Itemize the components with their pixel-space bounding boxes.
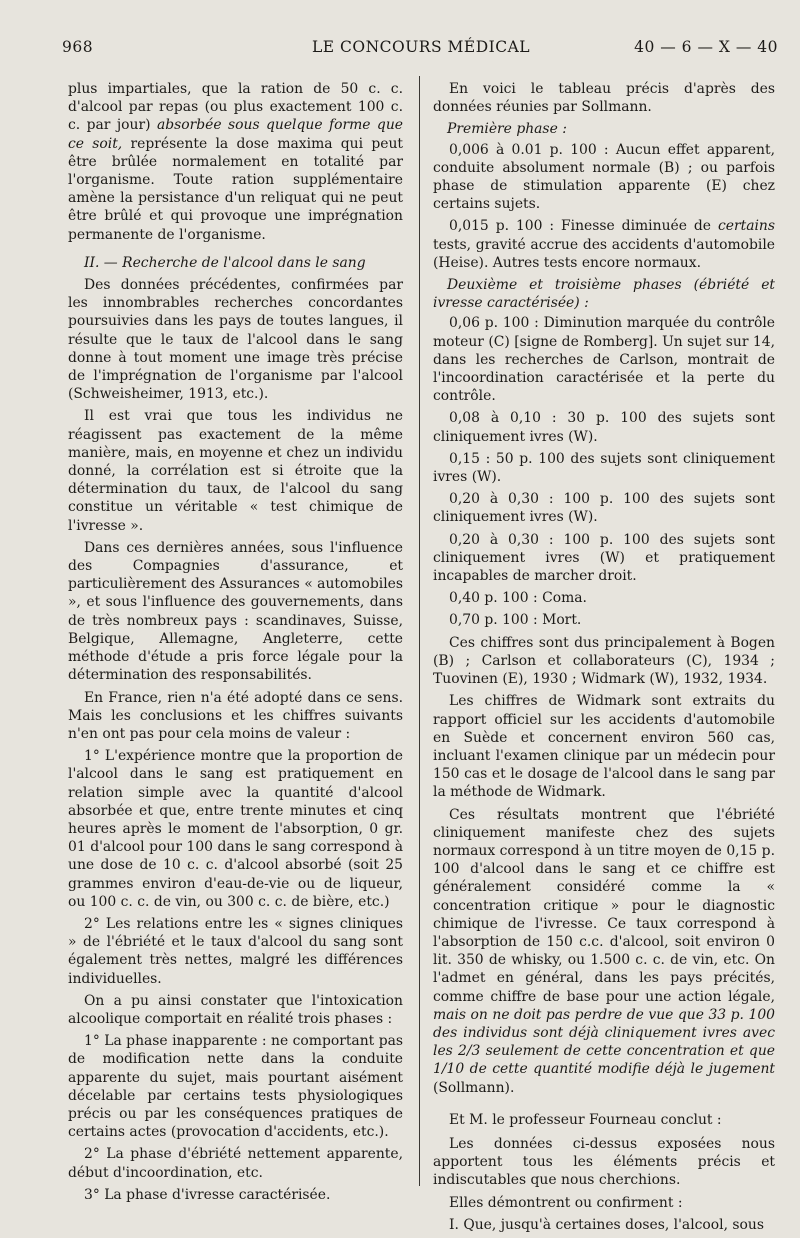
subheading-first-phase: Première phase : xyxy=(447,121,567,138)
paragraph: 0,40 p. 100 : Coma. xyxy=(449,590,587,607)
paragraph: 2° La phase d'ébriété nettement apparente, début d'incoordination, etc. xyxy=(68,1146,403,1181)
paragraph: Dans ces dernières années, sous l'influence des Compagnies d'assurance, et particulièrement des Assurances « automobiles », et sous l'influence des gouvernements, dans de très nombreux pays : scandinaves, Suisse, Belgique, Allemagne, Angleterre, cette méthode d'étude a pris force légale pour la détermination des responsabilités. xyxy=(68,539,403,684)
paragraph: 1° La phase inapparente : ne comportant pas de modification nette dans la conduite apparente du sujet, mais pourtant aisément décelable par certains tests physiologiques précis ou par les conséquences pratiques de certains actes (provocation d'accidents, etc.). xyxy=(68,1033,403,1141)
paragraph: 0,70 p. 100 : Mort. xyxy=(449,612,582,629)
issue-date: 40 — 6 — X — 40 xyxy=(634,38,778,56)
paragraph: Ces résultats montrent que l'ébriété cliniquement manifeste chez des sujets normaux correspond à un titre moyen de 0,15 p. 100 d'alcool dans le sang et ce chiffre est généralement considéré comme la « concentration critique » pour le diagnostic chimique de l'ivresse. Ce taux correspond à l'absorption de 150 c.c. d'alcool, soit environ 0 lit. 350 de whisky, ou 1.500 c. c. de vin, etc. On l'admet en général, dans les pays précités, comme chiffre de base pour une action légale, mais on ne doit pas perdre de vue que 33 p. 100 des individus sont déjà cliniquement ivres avec les 2/3 seulement de cette concentration et que 1/10 de cette quantité modifie déjà le jugement (Sollmann). xyxy=(433,806,775,1096)
paragraph: Elles démontrent ou confirment : xyxy=(449,1194,683,1211)
paragraph: 0,015 p. 100 : Finesse diminuée de certains tests, gravité accrue des accidents d'automobile (Heise). Autres tests encore normaux. xyxy=(433,218,775,271)
paragraph: Il est vrai que tous les individus ne réagissent pas exactement de la même manière, mais, en moyenne et chez un individu donné, la corrélation est si étroite que la détermination du taux, de l'alcool du sang constitue un véritable « test chimique de l'ivresse ». xyxy=(68,408,403,534)
paragraph: Des données précédentes, confirmées par les innombrables recherches concordantes poursuivies dans les pays de toutes langues, il résulte que le taux de l'alcool dans le sang donne à tout moment une image très précise de l'imprégnation de l'organisme par l'alcool (Schweisheimer, 1913, etc.). xyxy=(68,277,403,403)
paragraph: Et M. le professeur Fourneau conclut : xyxy=(449,1111,722,1128)
subheading-second-third-phase: Deuxième et troisième phases (ébriété et ivresse caractérisée) : xyxy=(433,277,775,312)
paragraph: Les chiffres de Widmark sont extraits du rapport officiel sur les accidents d'automobile en Suède et concernent environ 560 cas, incluant l'examen clinique par un médecin pour 150 cas et le dosage de l'alcool dans le sang par la méthode de Widmark. xyxy=(433,693,775,801)
paragraph: I. Que, jusqu'à certaines doses, l'alcool, sous xyxy=(449,1216,764,1233)
paragraph: En France, rien n'a été adopté dans ce sens. Mais les conclusions et les chiffres suivants n'en ont pas pour cela moins de valeur : xyxy=(68,689,403,742)
paragraph: 0,20 à 0,30 : 100 p. 100 des sujets sont cliniquement ivres (W) et pratiquement incapables de marcher droit. xyxy=(433,531,775,585)
paragraph: On a pu ainsi constater que l'intoxication alcoolique comportait en réalité trois phases : xyxy=(68,992,403,1027)
paragraph: En voici le tableau précis d'après des données réunies par Sollmann. xyxy=(433,81,775,116)
paragraph: 2° Les relations entre les « signes cliniques » de l'ébriété et le taux d'alcool du sang sont également très nettes, malgré les différences individuelles. xyxy=(68,915,403,987)
paragraph: 0,08 à 0,10 : 30 p. 100 des sujets sont cliniquement ivres (W). xyxy=(433,410,775,445)
page-number: 968 xyxy=(62,38,94,56)
section-heading: II. — Recherche de l'alcool dans le sang xyxy=(84,254,366,271)
column-divider xyxy=(419,76,420,1186)
paragraph: 0,06 p. 100 : Diminution marquée du contrôle moteur (C) [signe de Romberg]. Un sujet sur 14, dans les recherches de Carlson, montrait de l'incoordination caractérisée et la perte du contrôle. xyxy=(433,315,775,405)
paragraph: 1° L'expérience montre que la proportion de l'alcool dans le sang est pratiquement en relation simple avec la quantité d'alcool absorbée et que, entre trente minutes et cinq heures après le moment de l'absorption, 0 gr. 01 d'alcool pour 100 dans le sang correspond à une dose de 10 c. c. d'alcool absorbé (soit 25 grammes environ d'eau-de-vie ou de liqueur, ou 100 c. c. de vin, ou 300 c. c. de bière, etc.) xyxy=(68,748,403,910)
paragraph: 3° La phase d'ivresse caractérisée. xyxy=(84,1186,331,1203)
right-column xyxy=(433,80,775,1238)
paragraph: 0,006 à 0.01 p. 100 : Aucun effet apparent, conduite absolument normale (B) ; ou parfois phase de stimulation apparente (E) chez certains sujets. xyxy=(433,141,775,213)
left-column xyxy=(68,80,403,1208)
paragraph: plus impartiales, que la ration de 50 c. c. d'alcool par repas (ou plus exactement 100 c. c. par jour) absorbée sous quelque forme que ce soit, représente la dose maxima qui peut être brûlée normalement en totalité par l'organisme. Toute ration supplémentaire amène la persistance d'un reliquat qui ne peut être brûlé et qui provoque une imprégnation permanente de l'organisme. xyxy=(68,81,403,243)
paragraph: Les données ci-dessus exposées nous apportent tous les éléments précis et indiscutables que nous cherchions. xyxy=(433,1135,775,1189)
page-header xyxy=(62,38,778,64)
paragraph: Ces chiffres sont dus principalement à Bogen (B) ; Carlson et collaborateurs (C), 1934 ; Tuovinen (E), 1930 ; Widmark (W), 1932, 1934. xyxy=(433,634,775,688)
journal-title: LE CONCOURS MÉDICAL xyxy=(312,38,531,56)
paragraph: 0,20 à 0,30 : 100 p. 100 des sujets sont cliniquement ivres (W). xyxy=(433,491,775,526)
paragraph: 0,15 : 50 p. 100 des sujets sont cliniquement ivres (W). xyxy=(433,450,775,486)
